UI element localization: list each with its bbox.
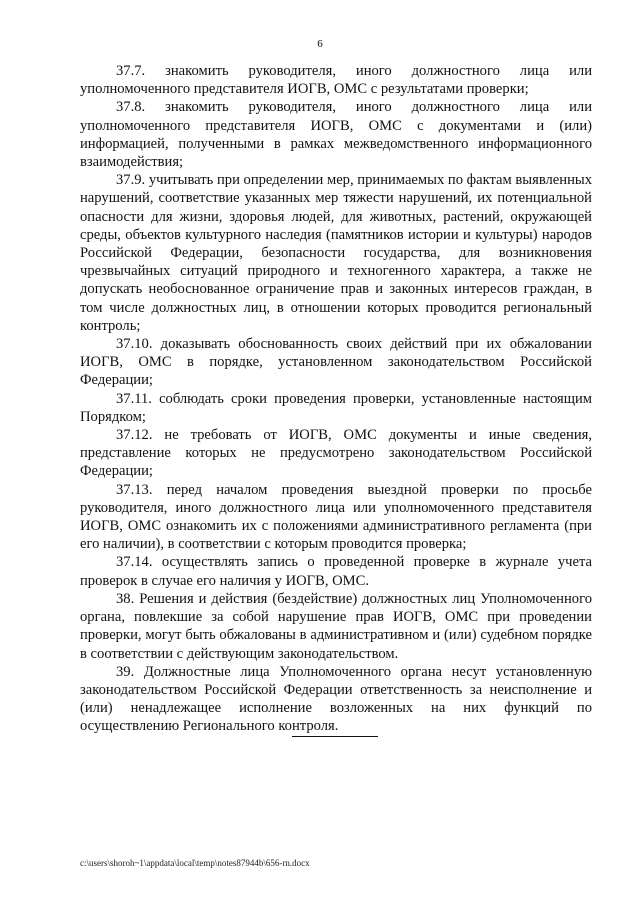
paragraph-37-13: 37.13. перед началом проведения выездной проверки по просьбе руководителя, иного должностного лица или уполномоченного представителя ИОГВ, ОМС ознакомить их с положениями административного регламента (при его наличии), в соответствии с которым проводится проверка; bbox=[80, 481, 592, 553]
paragraph-37-10: 37.10. доказывать обоснованность своих действий при их обжаловании ИОГВ, ОМС в порядке, установленном законодательством Российской Федерации; bbox=[80, 336, 592, 389]
paragraph-39: 39. Должностные лица Уполномоченного органа несут установленную законодательством Российской Федерации ответственность за неисполнение и (или) ненадлежащее исполнение возложенных на них функций по осуществлению Регионального контроля. bbox=[80, 663, 592, 735]
footer-file-path: c:\users\shoroh~1\appdata\local\temp\notes87944b\656-rn.docx bbox=[80, 858, 310, 868]
paragraph-37-9: 37.9. учитывать при определении мер, принимаемых по фактам выявленных нарушений, соответствие указанных мер тяжести нарушений, их потенциальной опасности для жизни, здоровья людей, для животных, растений, окружающей среды, объектов культурного наследия (памятников истории и культуры) народов Российской Федерации, безопасности государства, для возникновения чрезвычайных ситуаций природного и техногенного характера, а также не допускать необоснованное ограничение прав и законных интересов граждан, в том числе должностных лиц, в отношении которых проводится региональный контроль; bbox=[80, 172, 592, 334]
paragraph-37-8: 37.8. знакомить руководителя, иного должностного лица или уполномоченного представителя ИОГВ, ОМС с документами и (или) информацией, полученными в рамках межведомственного информационного взаимодействия; bbox=[80, 99, 592, 171]
paragraph-37-11: 37.11. соблюдать сроки проведения проверки, установленные настоящим Порядком; bbox=[80, 390, 592, 425]
paragraph-37-14: 37.14. осуществлять запись о проведенной проверке в журнале учета проверок в случае его наличия у ИОГВ, ОМС. bbox=[80, 554, 592, 589]
paragraph-37-12: 37.12. не требовать от ИОГВ, ОМС документы и иные сведения, представление которых не предусмотрено законодательством Российской Федерации; bbox=[80, 427, 592, 480]
document-body bbox=[80, 62, 592, 736]
end-divider bbox=[292, 736, 378, 737]
page-number: 6 bbox=[317, 38, 323, 50]
paragraph-37-7: 37.7. знакомить руководителя, иного должностного лица или уполномоченного представителя ИОГВ, ОМС с результатами проверки; bbox=[80, 63, 592, 98]
paragraph-38: 38. Решения и действия (бездействие) должностных лиц Уполномоченного органа, повлекшие за собой нарушение прав ИОГВ, ОМС при проведении проверки, могут быть обжалованы в административном и (или) судебном порядке в соответствии с действующим законодательством. bbox=[80, 590, 592, 662]
